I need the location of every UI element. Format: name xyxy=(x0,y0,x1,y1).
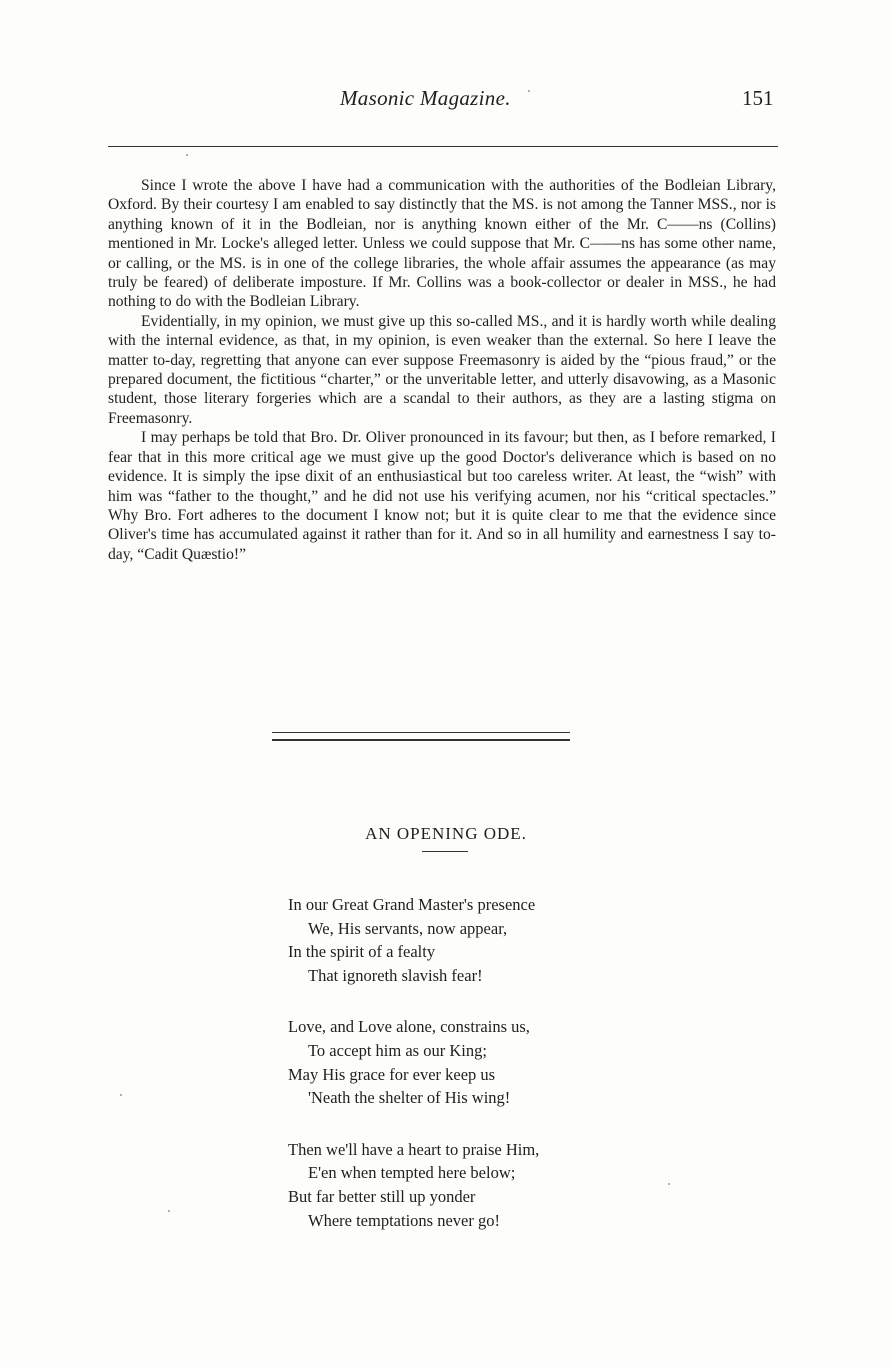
paragraph: Evidentially, in my opinion, we must give up this so-called MS., and it is hardly worth while dealing with the internal evidence, as that, in my opinion, is even weaker than the external. So here I leave the matter to-day, regretting that anyone can ever suppose Freemasonry is aided by the “pious fraud,” or the prepared document, the fictitious “charter,” or the unveritable letter, and utterly disavowing, as a Masonic student, those literary forgeries which are a scandal to their authors, as they are a lasting stigma on Freemasonry. xyxy=(108,312,776,427)
page-header xyxy=(0,86,892,122)
poem xyxy=(288,893,648,1260)
print-speck xyxy=(186,154,188,156)
section-divider-thin xyxy=(272,732,570,733)
print-speck xyxy=(528,90,530,92)
section-divider-thick xyxy=(272,739,570,741)
poem-line: To accept him as our King; xyxy=(308,1040,487,1060)
poem-line: Then we'll have a heart to praise Him, xyxy=(288,1139,540,1159)
poem-line: E'en when tempted here below; xyxy=(308,1163,516,1183)
header-rule xyxy=(108,146,778,147)
paragraph: I may perhaps be told that Bro. Dr. Oliver pronounced in its favour; but then, as I before remarked, I fear that in this more critical age we must give up the good Doctor's deliverance which is based on no evidence. It is simply the ipse dixit of an enthusiastical but too careless writer. At least, the “wish” with him was “father to the thought,” and he did not use his verifying acumen, nor his “critical spectacles.” Why Bro. Fort adheres to the document I know not; but it is quite clear to me that the evidence since Oliver's time has accumulated against it rather than for it. And so in all humility and earnestness I say to-day, “Cadit Quæstio!” xyxy=(108,429,776,563)
running-title: Masonic Magazine. xyxy=(340,86,511,110)
poem-line: 'Neath the shelter of His wing! xyxy=(308,1088,511,1108)
ode-title: AN OPENING ODE. xyxy=(365,824,527,843)
poem-line: But far better still up yonder xyxy=(288,1186,476,1206)
print-speck xyxy=(120,1094,122,1096)
print-speck xyxy=(668,1183,670,1185)
article-body xyxy=(108,176,776,564)
page-number: 151 xyxy=(742,86,774,110)
print-speck xyxy=(168,1210,170,1212)
poem-line: In the spirit of a fealty xyxy=(288,942,436,962)
poem-line: In our Great Grand Master's presence xyxy=(288,895,536,914)
paragraph: Since I wrote the above I have had a communication with the authorities of the Bodleian Library, Oxford. By their courtesy I am enabled to say distinctly that the MS. is not among the Tanner MSS., nor is anything known of it in the Bodleian, nor is anything known either of the Mr. C——ns (Collins) mentioned in Mr. Locke's alleged letter. Unless we could suppose that Mr. C——ns has some other name, or calling, or the MS. is in one of the college libraries, the whole affair assumes the appearance (as may truly be feared) of deliberate imposture. If Mr. Collins was a book-collector or dealer in MSS., he had nothing to do with the Bodleian Library. xyxy=(108,177,776,311)
poem-line: Love, and Love alone, constrains us, xyxy=(288,1017,530,1037)
stanza xyxy=(288,1015,648,1109)
title-underline xyxy=(422,851,468,852)
stanza xyxy=(288,1138,648,1232)
stanza xyxy=(288,893,648,987)
poem-line: We, His servants, now appear, xyxy=(308,918,508,938)
poem-line: May His grace for ever keep us xyxy=(288,1064,496,1084)
poem-line: Where temptations never go! xyxy=(308,1210,500,1230)
poem-line: That ignoreth slavish fear! xyxy=(308,965,483,985)
